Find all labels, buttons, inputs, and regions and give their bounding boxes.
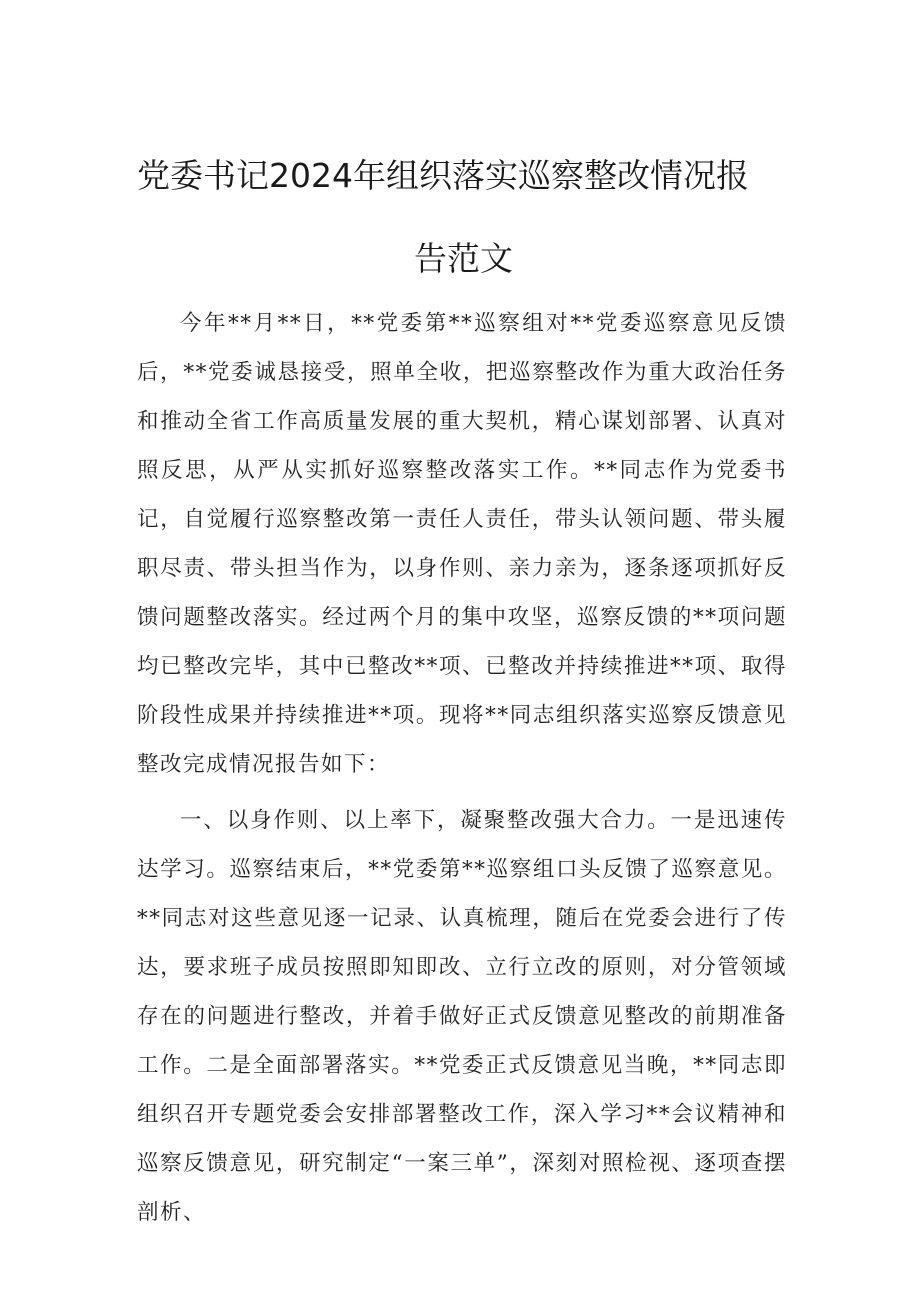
document-title-line-1: 党委书记2024年组织落实巡察整改情况报	[137, 156, 749, 195]
body-paragraph-section-1: 一、以身作则、以上率下，凝聚整改强大合力。一是迅速传达学习。巡察结束后，**党委第**巡察组口头反馈了巡察意见。**同志对这些意见逐一记录、认真梳理，随后在党委会进行了传达，要求班子成员按照即知即改、立行立改的原则，对分管领域存在的问题进行整改，并着手做好正式反馈意见整改的前期准备工作。二是全面部署落实。**党委正式反馈意见当晚，**同志即组织召开专题党委会安排部署整改工作，深入学习**会议精神和巡察反馈意见，研究制定“一案三单”，深刻对照检视、逐项查摆剖析、	[137, 808, 787, 1225]
body-paragraph-intro: 今年**月**日，**党委第**巡察组对**党委巡察意见反馈后，**党委诚恳接受，照单全收，把巡察整改作为重大政治任务和推动全省工作高质量发展的重大契机，精心谋划部署、认真对照反思，从严从实抓好巡察整改落实工作。**同志作为党委书记，自觉履行巡察整改第一责任人责任，带头认领问题、带头履职尽责、带头担当作为，以身作则、亲力亲为，逐条逐项抓好反馈问题整改落实。经过两个月的集中攻坚，巡察反馈的**项问题均已整改完毕，其中已整改**项、已整改并持续推进**项、取得阶段性成果并持续推进**项。现将**同志组织落实巡察反馈意见整改完成情况报告如下：	[137, 311, 787, 777]
document-title-line-2: 告范文	[414, 239, 513, 278]
